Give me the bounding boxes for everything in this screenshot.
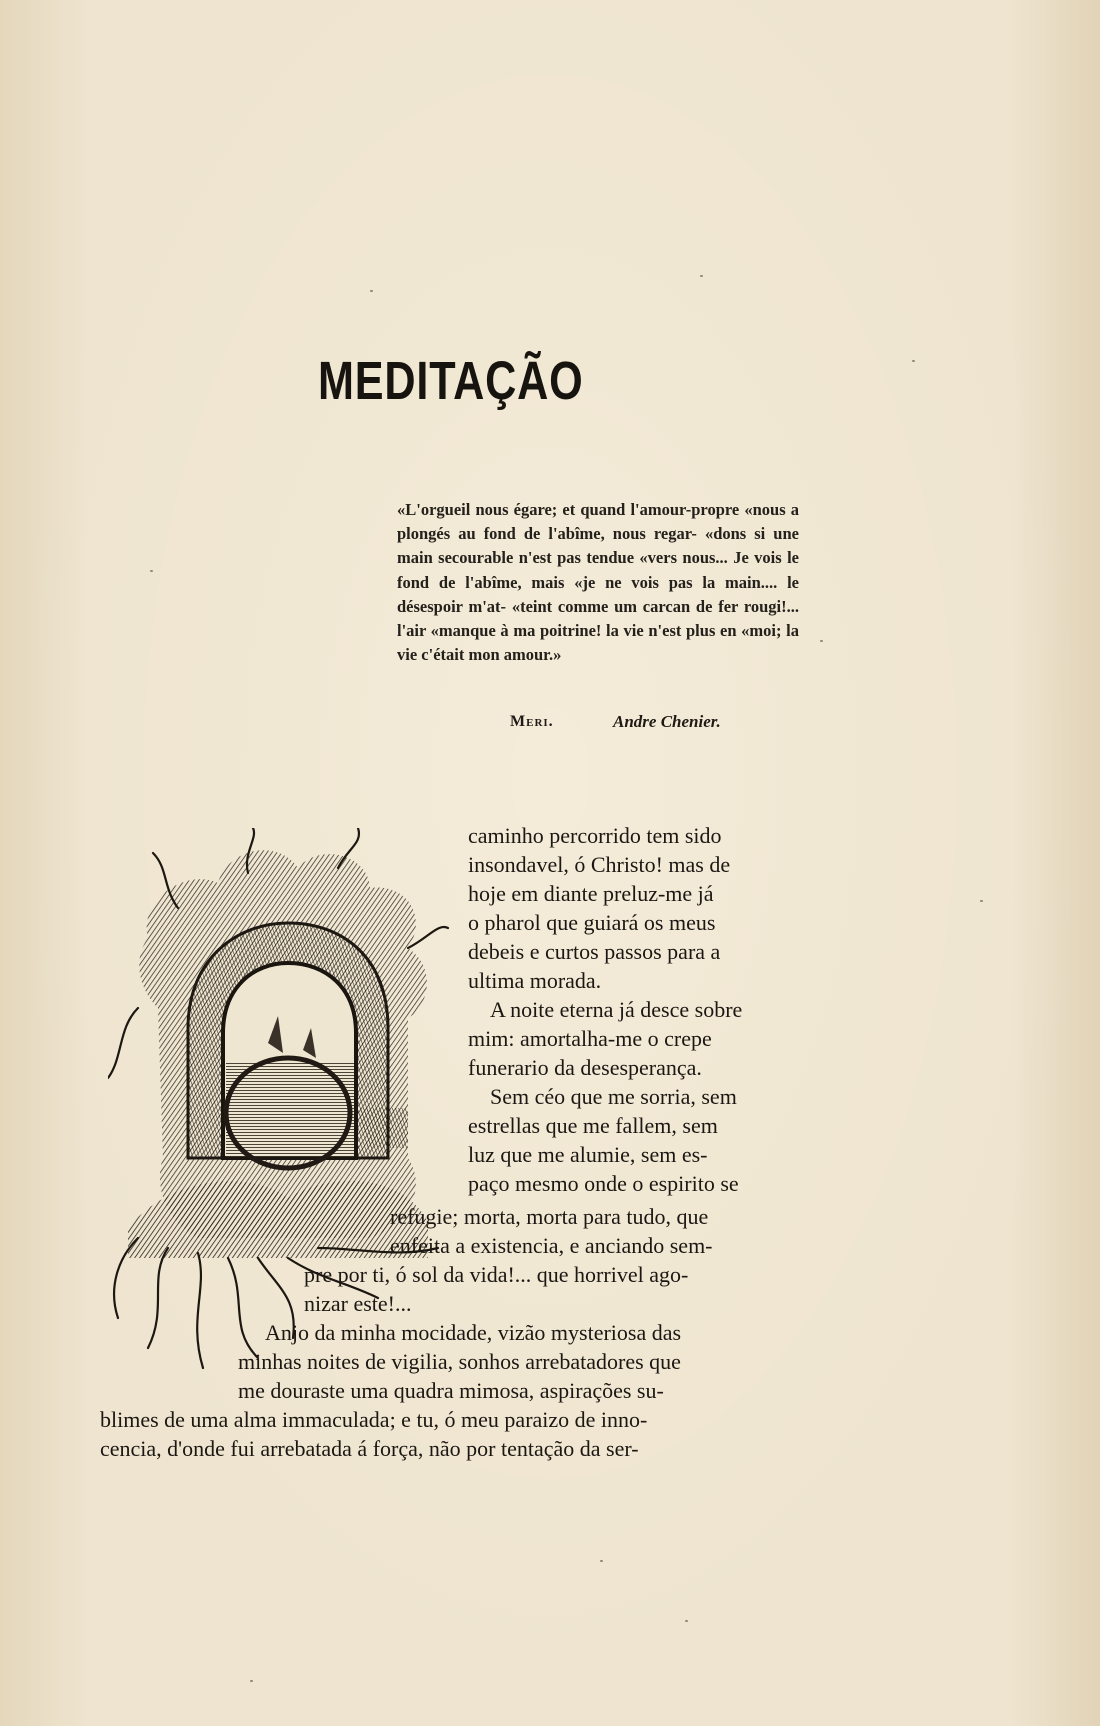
paper-speck [820, 640, 823, 642]
paper-speck [370, 290, 373, 292]
body-line-21: blimes de uma alma immaculada; e tu, ó meu paraizo de inno- [100, 1407, 648, 1432]
paper-speck [600, 1560, 603, 1562]
body-line-20: me douraste uma quadra mimosa, aspirações su- [238, 1378, 664, 1403]
body-line-8: mim: amortalha-me o crepe [468, 1026, 712, 1051]
paper-speck [980, 900, 983, 902]
body-line-7: A noite eterna já desce sobre [490, 997, 743, 1022]
body-line-5: debeis e curtos passos para a [468, 939, 721, 964]
body-line-22: cencia, d'onde fui arrebatada á força, não por tentação da ser- [100, 1436, 639, 1461]
epigraph-attribution [510, 713, 810, 739]
body-line-6: ultima morada. [468, 968, 602, 993]
body-line-13: paço mesmo onde o espirito se [468, 1171, 739, 1196]
body-line-12: luz que me alumie, sem es- [468, 1142, 708, 1167]
paper-speck [912, 360, 915, 362]
article-title: MEDITAÇÃO [318, 351, 584, 411]
paper-speck [685, 1620, 688, 1622]
body-line-10: Sem céo que me sorria, sem [490, 1084, 737, 1109]
body-line-11: estrellas que me fallem, sem [468, 1113, 718, 1138]
body-line-15: enfeita a existencia, e anciando sem- [390, 1233, 713, 1258]
attribution-right: Andre Chenier. [613, 712, 721, 731]
body-line-2: insondavel, ó Christo! mas de [468, 852, 731, 877]
body-line-18: Anjo da minha mocidade, vizão mysteriosa das [265, 1320, 682, 1345]
attribution-left: Meri. [510, 713, 554, 730]
paper-speck [700, 275, 703, 277]
epigraph: «L'orgueil nous égare; et quand l'amour-propre «nous a plongés au fond de l'abîme, nous regar- «dons si une main secourable n'est pas tendue «vers nous... Je vois le fond de l'abîme, mais «je ne vois pas la main.... le désespoir m'at- «teint comme um carcan de fer rougi!... l'air «manque à ma poitrine! la vie n'est plus en «moi; la vie c'était mon amour.» [397, 500, 799, 665]
paper-speck [250, 1680, 253, 1682]
body-line-17: nizar este!... [304, 1291, 412, 1316]
body-line-9: funerario da desesperança. [468, 1055, 702, 1080]
body-line-14: refugie; morta, morta para tudo, que [390, 1204, 709, 1229]
body-line-19: minhas noites de vigilia, sonhos arrebatadores que [238, 1349, 681, 1374]
paper-speck [150, 570, 153, 572]
body-line-4: o pharol que guiará os meus [468, 910, 716, 935]
body-line-16: pre por ti, ó sol da vida!... que horrivel ago- [304, 1262, 689, 1287]
body-line-1: caminho percorrido tem sido [468, 823, 722, 848]
body-line-3: hoje em diante preluz-me já [468, 881, 714, 906]
